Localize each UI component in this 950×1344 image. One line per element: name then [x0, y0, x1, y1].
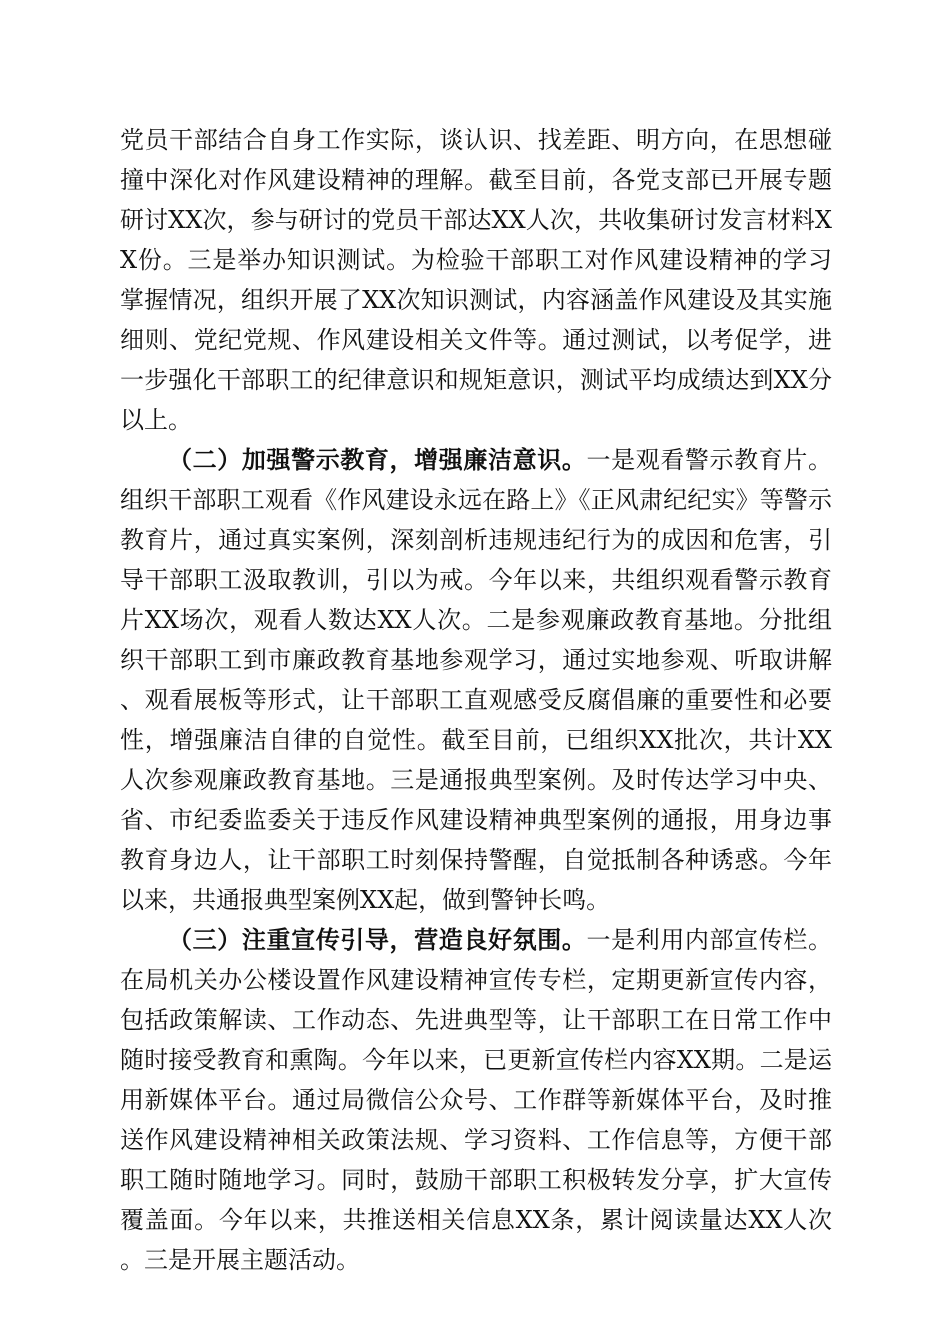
paragraph-section-2 [120, 440, 832, 920]
paragraph-text: 党员干部结合自身工作实际，谈认识、找差距、明方向，在思想碰撞中深化对作风建设精神的理解。截至目前，各党支部已开展专题研讨XX次，参与研讨的党员干部达XX人次，共收集研讨发言材料XX份。三是举办知识测试。为检验干部职工对作风建设精神的学习掌握情况，组织开展了XX次知识测试，内容涵盖作风建设及其实施细则、党纪党规、作风建设相关文件等。通过测试，以考促学，进一步强化干部职工的纪律意识和规矩意识，测试平均成绩达到XX分以上。 [120, 126, 832, 434]
paragraph-text: 一是观看警示教育片。组织干部职工观看《作风建设永远在路上》《正风肃纪纪实》等警示教育片，通过真实案例，深刻剖析违规违纪行为的成因和危害，引导干部职工汲取教训，引以为戒。今年以来，共组织观看警示教育片XX场次，观看人数达XX人次。二是参观廉政教育基地。分批组织干部职工到市廉政教育基地参观学习，通过实地参观、听取讲解、观看展板等形式，让干部职工直观感受反腐倡廉的重要性和必要性，增强廉洁自律的自觉性。截至目前，已组织XX批次，共计XX人次参观廉政教育基地。三是通报典型案例。及时传达学习中央、省、市纪委监委关于违反作风建设精神典型案例的通报，用身边事教育身边人，让干部职工时刻保持警醒，自觉抵制各种诱惑。今年以来，共通报典型案例XX起，做到警钟长鸣。 [120, 446, 833, 914]
document-body [120, 120, 832, 1280]
paragraph-text: 一是利用内部宣传栏。在局机关办公楼设置作风建设精神宣传专栏，定期更新宣传内容，包括政策解读、工作动态、先进典型等，让干部职工在日常工作中随时接受教育和熏陶。今年以来，已更新宣传栏内容XX期。二是运用新媒体平台。通过局微信公众号、工作群等新媒体平台，及时推送作风建设精神相关政策法规、学习资料、工作信息等，方便干部职工随时随地学习。同时，鼓励干部职工积极转发分享，扩大宣传覆盖面。今年以来，共推送相关信息XX条，累计阅读量达XX人次。三是开展主题活动。 [120, 926, 833, 1274]
paragraph-continuation [120, 120, 832, 440]
paragraph-section-3 [120, 920, 832, 1280]
section-heading: （三）注重宣传引导，营造良好氛围。 [168, 925, 587, 954]
section-heading: （二）加强警示教育，增强廉洁意识。 [168, 445, 587, 474]
